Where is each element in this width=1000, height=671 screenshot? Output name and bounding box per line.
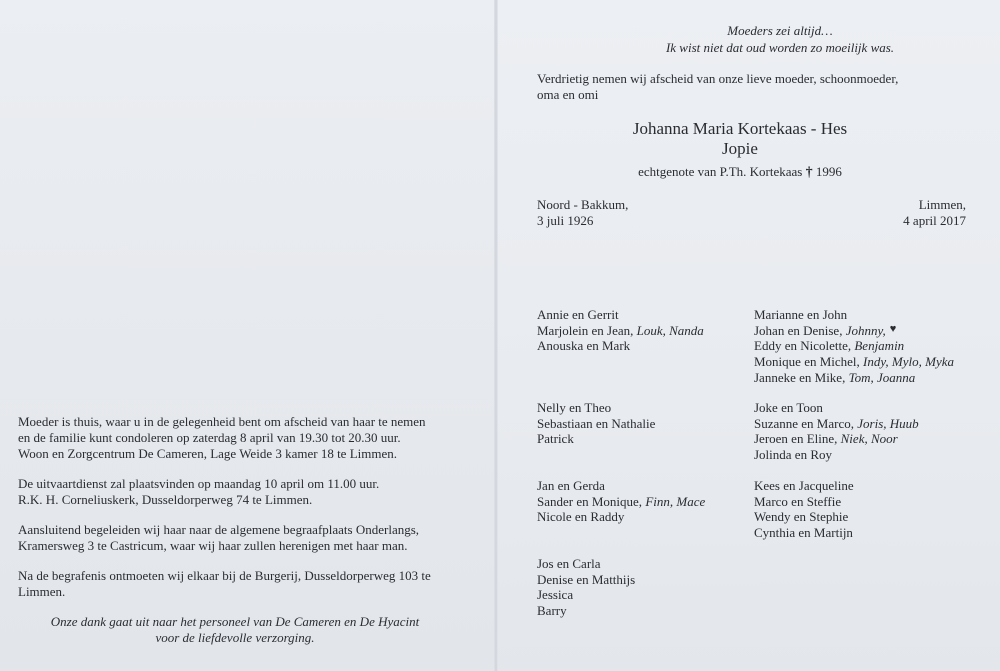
- spouse-text: echtgenote van P.Th. Kortekaas: [638, 164, 803, 179]
- reception-line-2: Limmen.: [18, 584, 66, 599]
- family-line: [754, 370, 954, 386]
- motto-line-2: Ik wist niet dat oud worden zo moeilijk was.: [665, 40, 895, 55]
- family-line: Patrick: [537, 431, 574, 447]
- intro-line-1: Verdrietig nemen wij afscheid van onze lieve moeder, schoonmoeder,: [537, 71, 899, 86]
- family-couple: Marjolein en Jean,: [537, 322, 637, 338]
- family-line: Jos en Carla: [537, 556, 601, 571]
- family-line: Wendy en Stephie: [754, 509, 849, 525]
- family-line: Joke en Toon: [754, 400, 823, 415]
- family-line: [537, 323, 704, 339]
- grandchildren-names: Joris, Huub: [857, 415, 919, 431]
- family-line: [754, 323, 954, 339]
- family-line: Barry: [537, 603, 567, 619]
- card-fold: [494, 0, 498, 671]
- family-line: Marianne en John: [754, 307, 848, 322]
- family-couple: Johan en Denise,: [754, 322, 846, 338]
- family-line: Jan en Gerda: [537, 478, 605, 493]
- family-line: Nicole en Raddy: [537, 509, 625, 525]
- family-couple: Janneke en Mike,: [754, 369, 849, 385]
- family-couple: Eddy en Nicolette,: [754, 338, 855, 354]
- family-line: Kees en Jacqueline: [754, 478, 854, 493]
- family-line: Annie en Gerrit: [537, 307, 619, 322]
- family-line: Nelly en Theo: [537, 400, 612, 415]
- deceased-nickname: Jopie: [722, 139, 758, 158]
- heart-icon: ♥: [889, 322, 897, 335]
- visitation-line-3: Woon en Zorgcentrum De Cameren, Lage Weide 3 kamer 18 te Limmen.: [18, 446, 397, 461]
- cross-icon: †: [805, 165, 813, 180]
- spouse-year: 1996: [815, 164, 842, 179]
- family-line: [754, 416, 919, 432]
- burial-line-1: Aansluitend begeleiden wij haar naar de algemene begraafplaats Onderlangs,: [18, 522, 420, 537]
- announcement-intro: [537, 71, 898, 103]
- deceased-name-block: [560, 119, 920, 159]
- birth-date: 3 juli 1926: [537, 213, 594, 228]
- family-line: [754, 338, 954, 354]
- grandchildren-names: Johnny,: [845, 322, 886, 338]
- family-line: Denise en Matthijs: [537, 571, 636, 587]
- birth-info: [537, 197, 628, 229]
- burial-line-2: Kramersweg 3 te Castricum, waar wij haar zullen herenigen met haar man.: [18, 538, 408, 553]
- thanks-line-1: Onze dank gaat uit naar het personeel van De Cameren en De Hyacint: [50, 614, 420, 629]
- motto: [560, 22, 1000, 56]
- service-line-1: De uitvaartdienst zal plaatsvinden op maandag 10 april om 11.00 uur.: [18, 476, 380, 491]
- family-group-joke: [754, 400, 919, 463]
- family-couple: Monique en Michel,: [754, 354, 864, 370]
- family-couple: Suzanne en Marco,: [754, 415, 858, 431]
- family-group-kees: [754, 478, 854, 541]
- thanks-line-2: voor de liefdevolle verzorging.: [155, 630, 315, 645]
- motto-line-1: Moeders zei altijd…: [727, 23, 833, 38]
- family-line: Anouska en Mark: [537, 338, 631, 354]
- grandchildren-names: Tom, Joanna: [848, 369, 916, 385]
- family-couple: Jeroen en Eline,: [754, 431, 841, 447]
- family-group-annie: [537, 307, 704, 354]
- grandchildren-names: Indy, Mylo, Myka: [863, 354, 955, 370]
- grandchildren-names: Benjamin: [854, 338, 905, 354]
- family-line: [537, 494, 705, 510]
- deceased-full-name: Johanna Maria Kortekaas - Hes: [632, 119, 848, 138]
- visitation-line-2: en de familie kunt condoleren op zaterdag 8 april van 19.30 tot 20.30 uur.: [18, 430, 401, 445]
- family-group-jan: [537, 478, 705, 525]
- family-group-marianne: [754, 307, 954, 385]
- grandchildren-names: Louk, Nanda: [636, 322, 704, 338]
- family-group-jos: [537, 556, 635, 619]
- family-line: Sebastiaan en Nathalie: [537, 415, 656, 431]
- death-info: [903, 197, 966, 229]
- family-line: [754, 354, 954, 370]
- grandchildren-names: Finn, Mace: [645, 493, 706, 509]
- family-line: [754, 431, 919, 447]
- birth-place: Noord - Bakkum,: [537, 197, 629, 212]
- family-couple: Sander en Monique,: [537, 493, 646, 509]
- family-line: Cynthia en Martijn: [754, 525, 853, 541]
- death-place: Limmen,: [918, 197, 966, 212]
- service-line-2: R.K. H. Corneliuskerk, Dusseldorperweg 74 te Limmen.: [18, 492, 313, 507]
- family-group-nelly: [537, 400, 655, 447]
- family-line: Jessica: [537, 587, 574, 603]
- family-line: Marco en Steffie: [754, 493, 842, 509]
- grandchildren-names: Niek, Noor: [840, 431, 898, 447]
- death-date: 4 april 2017: [903, 213, 966, 228]
- family-line: Jolinda en Roy: [754, 447, 832, 463]
- intro-line-2: oma en omi: [537, 87, 599, 102]
- reception-line-1: Na de begrafenis ontmoeten wij elkaar bij de Burgerij, Dusseldorperweg 103 te: [18, 568, 431, 583]
- spouse-line: [560, 164, 920, 181]
- visitation-line-1: Moeder is thuis, waar u in de gelegenheid bent om afscheid van haar te nemen: [18, 414, 426, 429]
